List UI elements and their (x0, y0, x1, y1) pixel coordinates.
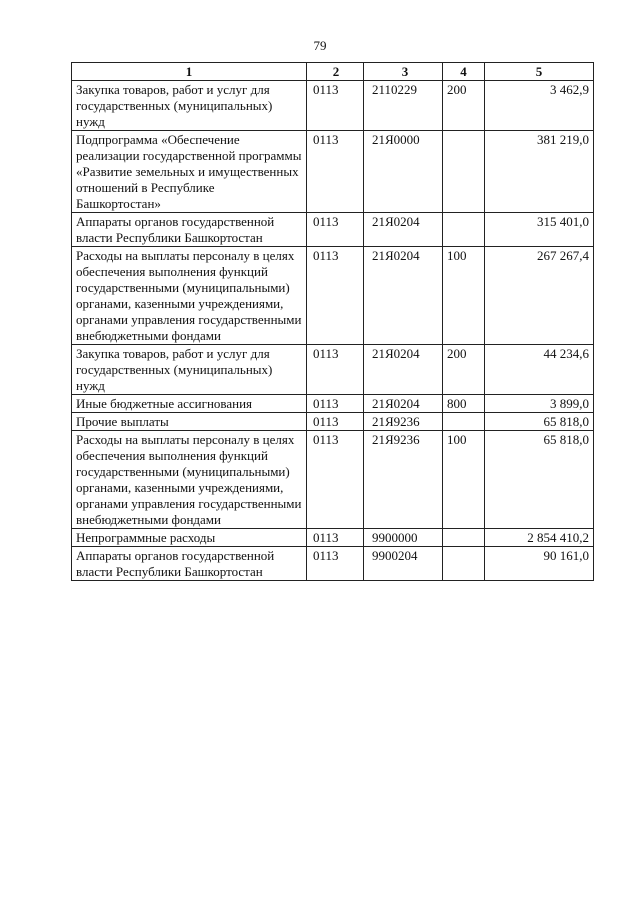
row-name-cell: Прочие выплаты (72, 413, 307, 431)
budget-table (71, 62, 594, 581)
row-article-code-cell: 21Я0204 (364, 213, 443, 247)
row-sum-cell: 3 899,0 (485, 395, 594, 413)
row-section-code-cell: 0113 (307, 213, 364, 247)
row-article-code-cell: 21Я0204 (364, 345, 443, 395)
column-header-3: 3 (364, 63, 443, 81)
table-body (72, 81, 594, 581)
table-row (72, 529, 594, 547)
table-header-row (72, 63, 594, 81)
row-expense-type-cell (443, 529, 485, 547)
table-row (72, 413, 594, 431)
row-section-code-cell: 0113 (307, 81, 364, 131)
row-sum-cell: 315 401,0 (485, 213, 594, 247)
row-article-code-cell: 9900000 (364, 529, 443, 547)
row-section-code-cell: 0113 (307, 547, 364, 581)
row-name-cell: Непрограммные расходы (72, 529, 307, 547)
table-row (72, 395, 594, 413)
column-header-1: 1 (72, 63, 307, 81)
table-row (72, 345, 594, 395)
column-header-5: 5 (485, 63, 594, 81)
row-expense-type-cell (443, 547, 485, 581)
row-name-cell: Расходы на выплаты персоналу в целях обеспечения выполнения функций государственными (муниципальными) органами, казенными учреждениями, органами управления государственными внебюджетными фондами (72, 247, 307, 345)
row-article-code-cell: 21Я0204 (364, 247, 443, 345)
row-sum-cell: 2 854 410,2 (485, 529, 594, 547)
row-expense-type-cell: 100 (443, 247, 485, 345)
row-section-code-cell: 0113 (307, 395, 364, 413)
row-sum-cell: 3 462,9 (485, 81, 594, 131)
row-article-code-cell: 21Я9236 (364, 431, 443, 529)
row-name-cell: Аппараты органов государственной власти Республики Башкортостан (72, 547, 307, 581)
row-name-cell: Закупка товаров, работ и услуг для государственных (муниципальных) нужд (72, 81, 307, 131)
row-article-code-cell: 21Я0204 (364, 395, 443, 413)
row-section-code-cell: 0113 (307, 431, 364, 529)
row-section-code-cell: 0113 (307, 247, 364, 345)
row-expense-type-cell: 200 (443, 345, 485, 395)
table-row (72, 131, 594, 213)
row-name-cell: Расходы на выплаты персоналу в целях обеспечения выполнения функций государственными (муниципальными) органами, казенными учреждениями, органами управления государственными внебюджетными фондами (72, 431, 307, 529)
row-article-code-cell: 9900204 (364, 547, 443, 581)
row-article-code-cell: 21Я0000 (364, 131, 443, 213)
row-sum-cell: 44 234,6 (485, 345, 594, 395)
row-section-code-cell: 0113 (307, 529, 364, 547)
row-name-cell: Иные бюджетные ассигнования (72, 395, 307, 413)
row-expense-type-cell: 800 (443, 395, 485, 413)
row-expense-type-cell: 100 (443, 431, 485, 529)
row-section-code-cell: 0113 (307, 345, 364, 395)
table-row (72, 547, 594, 581)
row-sum-cell: 267 267,4 (485, 247, 594, 345)
table-row (72, 431, 594, 529)
page-number: 79 (313, 38, 327, 53)
row-expense-type-cell (443, 131, 485, 213)
row-sum-cell: 65 818,0 (485, 413, 594, 431)
row-article-code-cell: 2110229 (364, 81, 443, 131)
row-name-cell: Закупка товаров, работ и услуг для государственных (муниципальных) нужд (72, 345, 307, 395)
row-name-cell: Аппараты органов государственной власти Республики Башкортостан (72, 213, 307, 247)
table-row (72, 247, 594, 345)
row-expense-type-cell (443, 213, 485, 247)
row-name-cell: Подпрограмма «Обеспечение реализации государственной программы «Развитие земельных и имущественных отношений в Республике Башкортостан» (72, 131, 307, 213)
row-expense-type-cell (443, 413, 485, 431)
row-sum-cell: 381 219,0 (485, 131, 594, 213)
row-section-code-cell: 0113 (307, 413, 364, 431)
row-expense-type-cell: 200 (443, 81, 485, 131)
table-row (72, 213, 594, 247)
row-section-code-cell: 0113 (307, 131, 364, 213)
column-header-4: 4 (443, 63, 485, 81)
table-row (72, 81, 594, 131)
row-sum-cell: 65 818,0 (485, 431, 594, 529)
column-header-2: 2 (307, 63, 364, 81)
row-article-code-cell: 21Я9236 (364, 413, 443, 431)
row-sum-cell: 90 161,0 (485, 547, 594, 581)
